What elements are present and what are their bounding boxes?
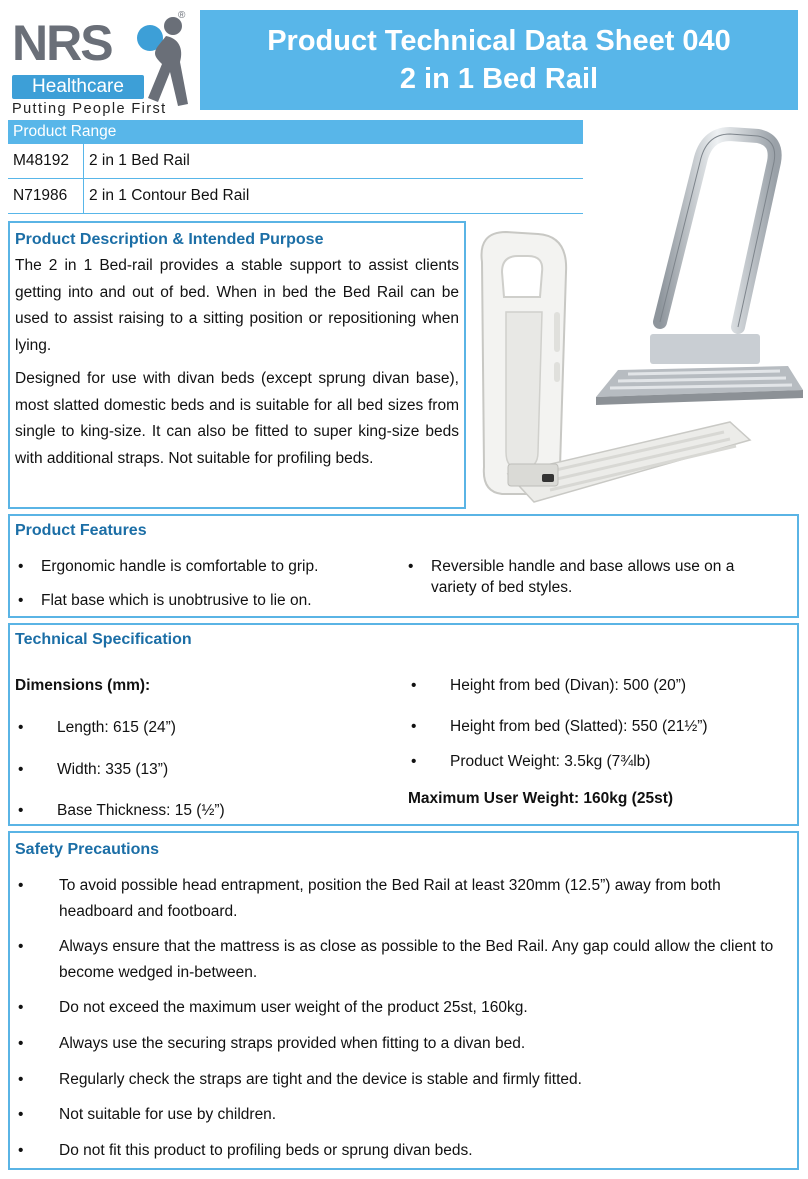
dimensions-label: Dimensions (mm): — [15, 677, 151, 694]
bullet: • — [18, 1035, 24, 1052]
list-item: • Flat base which is unobtrusive to lie on. — [15, 590, 395, 611]
max-user-weight: Maximum User Weight: 160kg (25st) — [408, 790, 674, 807]
list-item: • Do not fit this product to profiling beds or sprung divan beds. — [15, 1138, 785, 1164]
bullet: • — [18, 761, 24, 778]
product-name: 2 in 1 Contour Bed Rail — [89, 187, 250, 204]
spec-item: • Height from bed (Divan): 500 (20”) — [408, 676, 686, 696]
product-name: 2 in 1 Bed Rail — [89, 152, 190, 169]
product-code: M48192 — [8, 144, 84, 178]
bullet: • — [18, 999, 24, 1016]
features-right-column — [405, 556, 765, 598]
description-paragraph: Designed for use with divan beds (except sprung divan base), most slatted domestic beds and is suitable for all bed sizes from single to king-size. It can also be fitted to super king-size beds with additional straps. Not suitable for profiling beds. — [15, 370, 459, 467]
bullet: • — [411, 753, 417, 770]
bullet: • — [411, 677, 417, 694]
list-item: • Ergonomic handle is comfortable to grip. — [15, 556, 395, 577]
section-heading: Product Description & Intended Purpose — [15, 231, 324, 248]
title-banner — [200, 10, 798, 110]
title-line-1: Product Technical Data Sheet 040 — [267, 25, 731, 57]
bullet: • — [18, 938, 24, 955]
bullet: • — [18, 592, 24, 609]
logo-healthcare: Healthcare — [12, 75, 144, 99]
description-paragraph: The 2 in 1 Bed-rail provides a stable support to assist clients getting into and out of bed. When in bed the Bed Rail can be used to assist raising to a sitting position or repositioning when lying. — [15, 257, 459, 354]
section-heading: Safety Precautions — [15, 841, 160, 858]
list-item: • Not suitable for use by children. — [15, 1102, 785, 1128]
product-code: N71986 — [8, 179, 84, 213]
product-features-section — [8, 514, 799, 618]
list-item: • Regularly check the straps are tight and the device is stable and firmly fitted. — [15, 1067, 785, 1093]
bullet: • — [18, 802, 24, 819]
bullet: • — [18, 558, 24, 575]
nrs-healthcare-logo — [8, 8, 198, 118]
list-item: • Do not exceed the maximum user weight of the product 25st, 160kg. — [15, 995, 785, 1021]
features-left-column — [15, 556, 395, 611]
bullet: • — [18, 1142, 24, 1159]
product-range-heading: Product Range — [8, 120, 583, 144]
spec-item: • Base Thickness: 15 (½”) — [15, 801, 225, 821]
bullet: • — [408, 558, 414, 575]
list-item: • Always ensure that the mattress is as close as possible to the Bed Rail. Any gap could allow the client to become wedged in-between. — [15, 934, 785, 986]
bullet: • — [18, 719, 24, 736]
section-heading: Technical Specification — [15, 631, 192, 648]
product-description-section — [8, 221, 466, 509]
bullet: • — [18, 1106, 24, 1123]
section-heading: Product Features — [15, 522, 147, 539]
logo-brand: NRS — [12, 15, 112, 71]
logo-tagline: Putting People First — [12, 101, 167, 117]
safety-precautions-section — [8, 831, 799, 1170]
bullet: • — [18, 1071, 24, 1088]
technical-specification-section — [8, 623, 799, 826]
list-item: • Reversible handle and base allows use on a variety of bed styles. — [405, 556, 765, 598]
bed-rail-product-image — [468, 122, 808, 514]
spec-item: • Height from bed (Slatted): 550 (21½”) — [408, 717, 708, 737]
list-item: • Always use the securing straps provided when fitting to a divan bed. — [15, 1031, 785, 1057]
spec-item: • Product Weight: 3.5kg (7¾lb) — [408, 752, 650, 772]
spec-item: • Width: 335 (13”) — [15, 760, 168, 780]
registered-mark: ® — [178, 10, 186, 21]
bullet: • — [18, 877, 24, 894]
title-line-2: 2 in 1 Bed Rail — [399, 63, 599, 95]
list-item: • To avoid possible head entrapment, position the Bed Rail at least 320mm (12.5”) away from both headboard and footboard. — [15, 873, 785, 925]
spec-item: • Length: 615 (24”) — [15, 718, 176, 738]
bullet: • — [411, 718, 417, 735]
